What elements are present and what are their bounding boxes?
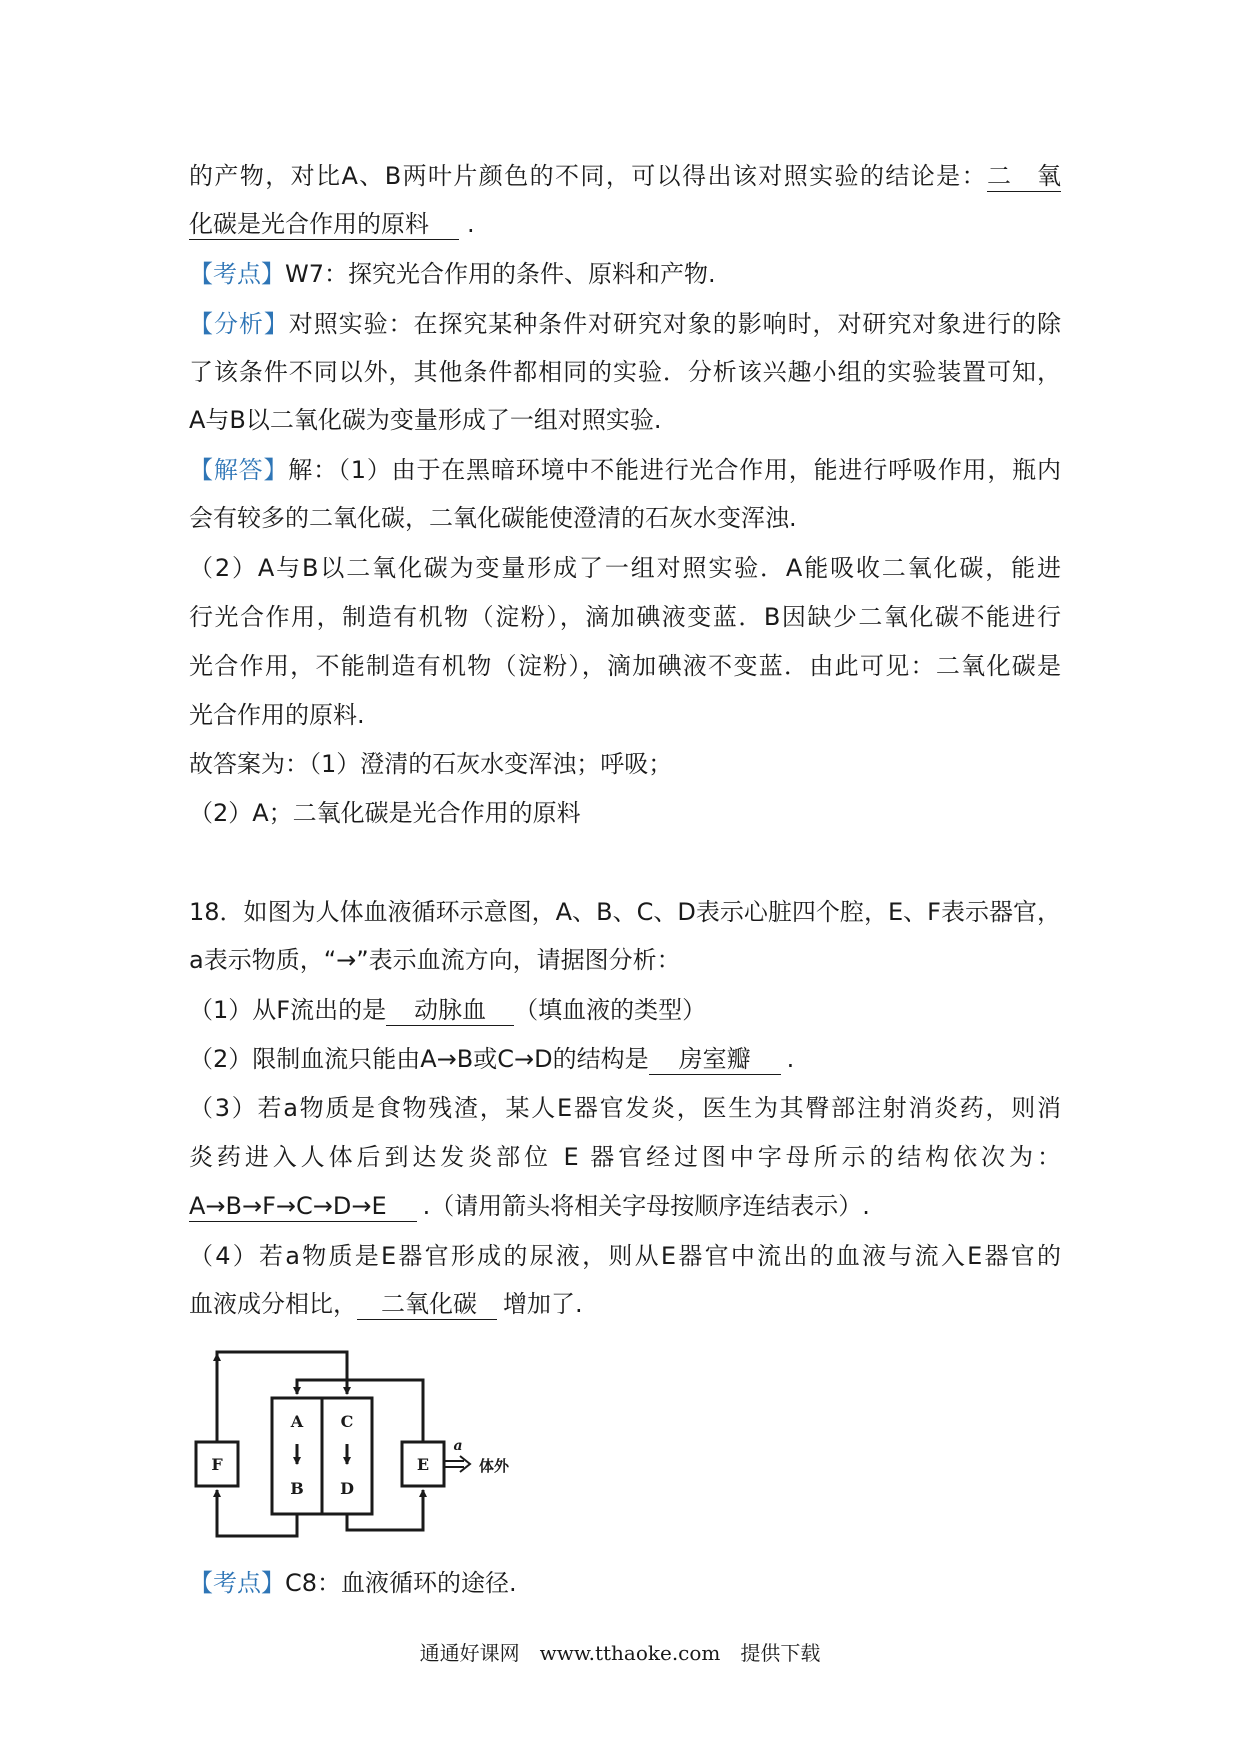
jieda-line-4	[189, 601, 1061, 633]
fenxi-line-2	[189, 356, 1061, 388]
q18-line-1	[189, 896, 1061, 928]
q18-sub-3-blank	[189, 1191, 417, 1222]
jieda-line-1	[189, 454, 1061, 486]
label-c: C	[340, 1412, 354, 1431]
q18-sub-1-answer: 动脉血	[414, 996, 487, 1024]
q18-sub-2-text: （2）限制血流只能由A→B或C→D的结构是	[189, 1045, 649, 1073]
page-footer: 通通好课网 www.tthaoke.com 提供下载	[419, 1641, 821, 1665]
period: .	[467, 210, 475, 238]
q18-sub-1-note: （填血液的类型）	[514, 996, 707, 1024]
label-a: A	[290, 1412, 304, 1431]
q18-sub-3-text-1: （3）若a物质是食物残渣，某人E器官发炎，医生为其臀部注射消炎药，则消	[189, 1094, 1061, 1122]
q18-sub-4-answer: 二氧化碳	[381, 1290, 477, 1318]
jieda-line-6	[189, 699, 365, 731]
label-b: B	[290, 1479, 304, 1498]
kaodian-text: W7：探究光合作用的条件、原料和产物.	[285, 260, 716, 288]
fenxi-tag: 【分析】	[189, 310, 289, 338]
jieda-text-4: 行光合作用，制造有机物（淀粉），滴加碘液变蓝．B因缺少二氧化碳不能进行	[189, 603, 1061, 631]
jieda-line-8	[189, 797, 581, 829]
fenxi-text-1: 对照实验：在探究某种条件对研究对象的影响时，对研究对象进行的除	[288, 310, 1061, 338]
kaodian-2	[189, 1567, 517, 1599]
period: .	[786, 1045, 795, 1073]
jieda-line-3	[189, 552, 1061, 584]
answer-blank	[987, 161, 1061, 192]
jieda-line-2	[189, 502, 797, 534]
label-substance-a: a	[453, 1438, 463, 1454]
jieda-text-2: 会有较多的二氧化碳，二氧化碳能使澄清的石灰水变浑浊.	[189, 504, 797, 532]
fenxi-text-2: 了该条件不同以外，其他条件都相同的实验．分析该兴趣小组的实验装置可知，	[189, 358, 1061, 386]
q18-sub-4-text-2: 血液成分相比，	[189, 1290, 357, 1318]
excrete-arrowhead	[460, 1456, 470, 1472]
jieda-text-3: （2）A与B以二氧化碳为变量形成了一组对照实验．A能吸收二氧化碳，能进	[189, 554, 1061, 582]
q18-sub-1-blank	[386, 995, 514, 1026]
fenxi-line-1	[189, 308, 1061, 340]
fenxi-text-3: A与B以二氧化碳为变量形成了一组对照实验.	[189, 406, 662, 434]
answer-blank-text-2: 化碳是光合作用的原料	[189, 210, 429, 238]
jieda-text-6: 光合作用的原料.	[189, 701, 365, 729]
kaodian-tag: 【考点】	[189, 260, 285, 288]
jieda-line-5	[189, 650, 1061, 682]
q18-sub-1	[189, 994, 706, 1026]
answer-text: 的产物，对比A、B两叶片颜色的不同，可以得出该对照实验的结论是：	[189, 162, 987, 190]
q18-sub-3-text-2: 炎药进入人体后到达发炎部位 E 器官经过图中字母所示的结构依次为：	[189, 1143, 1061, 1171]
q18-text-1: 18．如图为人体血液循环示意图，A、B、C、D表示心脏四个腔，E、F表示器官，	[189, 898, 1061, 926]
kaodian-2-text: C8：血液循环的途径.	[285, 1569, 517, 1597]
kaodian-2-tag: 【考点】	[189, 1569, 285, 1597]
answer-blank-text: 二氧	[987, 162, 1061, 190]
jieda-line-7	[189, 748, 672, 780]
q18-sub-1-text: （1）从F流出的是	[189, 996, 387, 1024]
q18-sub-4-blank	[357, 1289, 497, 1320]
answer-line-1	[189, 160, 1061, 192]
q18-sub-3-note: .（请用箭头将相关字母按顺序连结表示）.	[422, 1192, 870, 1220]
q18-sub-3-line-2	[189, 1141, 1061, 1173]
q18-sub-4-line-1	[189, 1240, 1061, 1272]
jieda-text-8: （2）A；二氧化碳是光合作用的原料	[189, 799, 581, 827]
q18-sub-4-note: 增加了.	[503, 1290, 583, 1318]
q18-sub-3-line-1	[189, 1092, 1061, 1124]
q18-text-2: a表示物质，“→”表示血流方向，请据图分析：	[189, 946, 681, 974]
q18-line-2	[189, 944, 681, 976]
q18-sub-4-text-1: （4）若a物质是E器官形成的尿液，则从E器官中流出的血液与流入E器官的	[189, 1242, 1061, 1270]
fenxi-line-3	[189, 404, 662, 436]
flow-d-to-e	[347, 1490, 423, 1530]
answer-line-2	[189, 208, 475, 240]
label-e: E	[416, 1455, 430, 1474]
label-f: F	[211, 1455, 223, 1474]
q18-sub-4-line-2	[189, 1288, 583, 1320]
q18-sub-2	[189, 1043, 794, 1075]
label-outside: 体外	[478, 1457, 510, 1475]
q18-sub-2-blank	[649, 1044, 781, 1075]
jieda-text-1: 解：（1）由于在黑暗环境中不能进行光合作用，能进行呼吸作用，瓶内	[288, 456, 1062, 484]
answer-blank-cont	[189, 209, 459, 240]
jieda-text-7: 故答案为：（1）澄清的石灰水变浑浊；呼吸；	[189, 750, 673, 778]
flow-e-to-a	[297, 1380, 423, 1442]
q18-sub-3-line-3	[189, 1190, 870, 1222]
q18-sub-2-answer: 房室瓣	[678, 1045, 751, 1073]
jieda-text-5: 光合作用，不能制造有机物（淀粉），滴加碘液不变蓝．由此可见：二氧化碳是	[189, 652, 1061, 680]
q18-sub-3-answer: A→B→F→C→D→E	[189, 1192, 387, 1220]
kaodian-1	[189, 258, 716, 290]
jieda-tag: 【解答】	[189, 456, 289, 484]
circulation-diagram	[192, 1344, 532, 1544]
label-d: D	[340, 1479, 354, 1498]
